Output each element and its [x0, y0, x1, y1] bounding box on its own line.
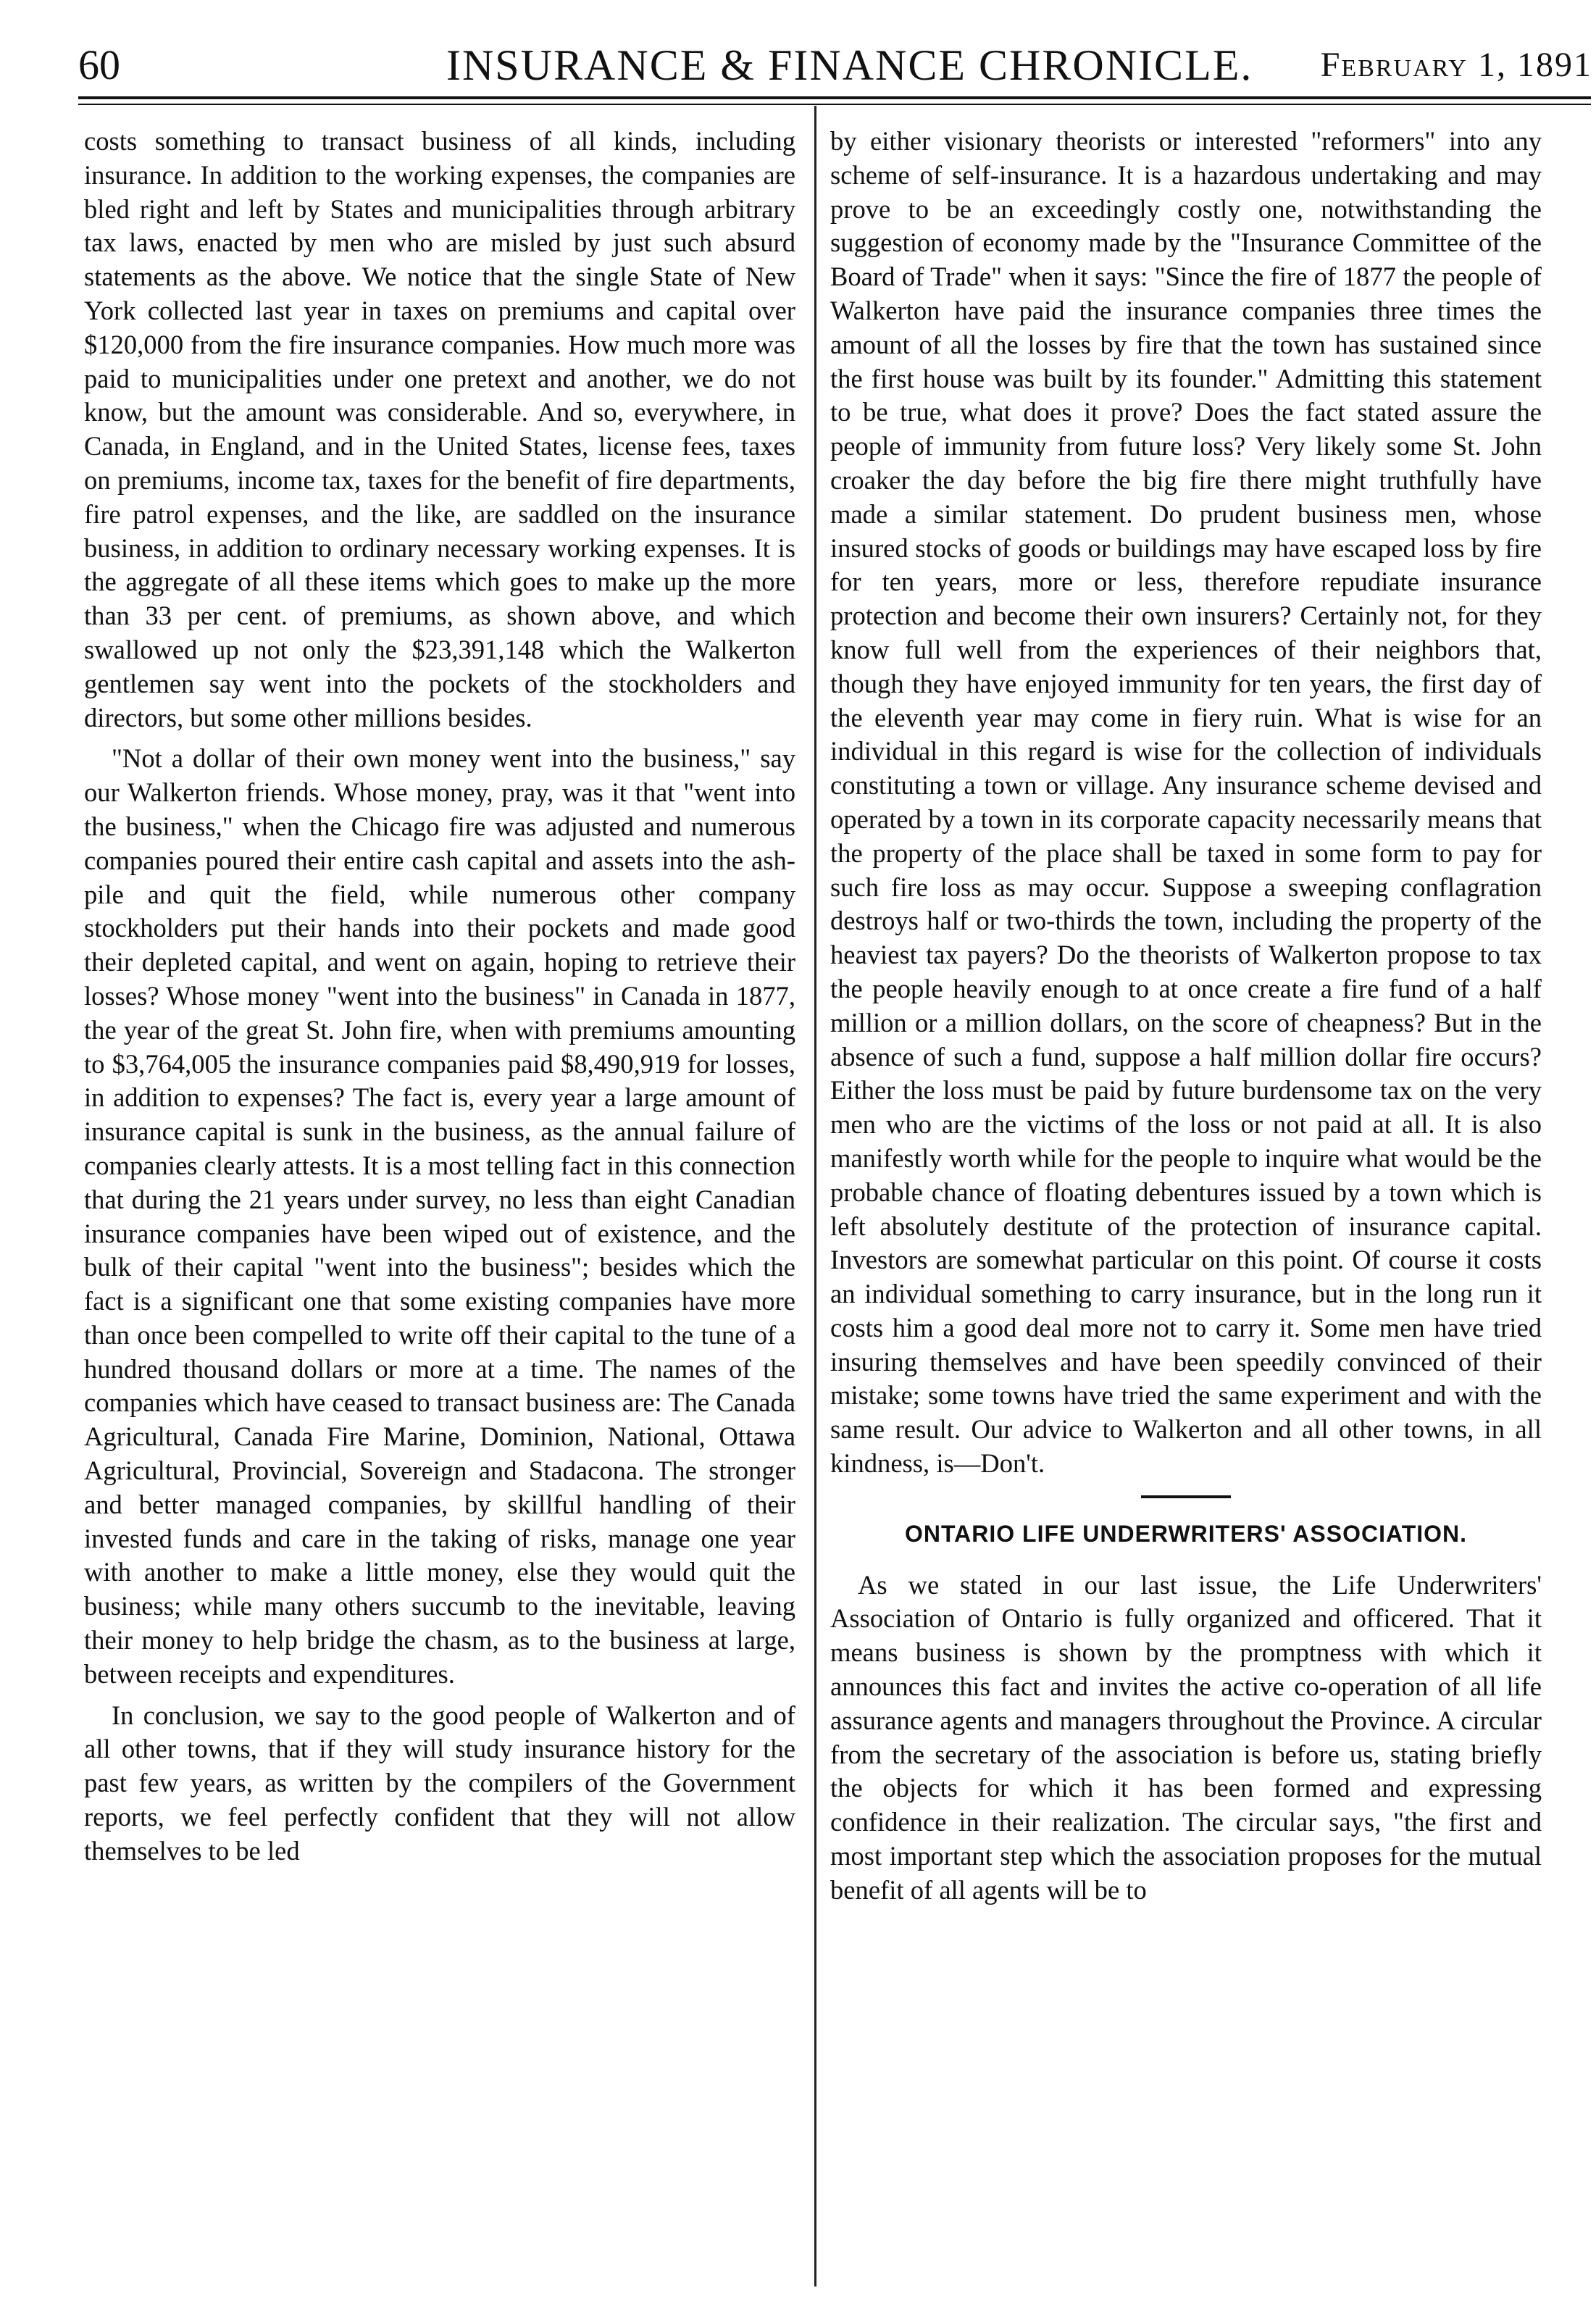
left-paragraph-1: costs something to transact business of all kinds, including insurance. In addition to the working expenses, the companies are bled right and left by States and municipalities through arbitrary tax laws, enacted by men who are misled by just such absurd statements as the above. We notice that the single State of New York collected last year in taxes on premiums and capital over $120,000 from the fire insurance companies. How much more was paid to municipalities under one pretext and another, we do not know, but the amount was considerable. And so, everywhere, in Canada, in England, and in the United States, license fees, taxes on premiums, income tax, taxes for the benefit of fire departments, fire patrol expenses, and the like, are saddled on the insurance business, in addition to ordinary necessary working expenses. It is the aggregate of all these items which goes to make up the more than 33 per cent. of premiums, as shown above, and which swallowed up not only the $23,391,148 which the Walkerton gentlemen say went into the pockets of the stockholders and directors, but some other millions besides.	[84, 126, 795, 732]
header-rule-thin	[78, 104, 1591, 105]
section-heading: ONTARIO LIFE UNDERWRITERS' ASSOCIATION.	[904, 1520, 1468, 1547]
left-column	[84, 125, 795, 1876]
section-separator	[1141, 1495, 1231, 1498]
issue-date: February 1, 1891	[1320, 46, 1592, 84]
header-rule-thick	[78, 96, 1591, 99]
left-paragraph-2: "Not a dollar of their own money went into the business," say our Walkerton friends. Whose money, pray, was it that "went into the business," when the Chicago fire was adjusted and numerous companies poured their entire cash capital and assets into the ash-pile and quit the field, while numerous other company stockholders put their hands into their pockets and made good their depleted capital, and went on again, hoping to retrieve their losses? Whose money "went into the business" in Canada in 1877, the year of the great St. John fire, when with premiums amounting to $3,764,005 the insurance companies paid $8,490,919 for losses, in addition to expenses? The fact is, every year a large amount of insurance capital is sunk in the business, as the annual failure of companies clearly attests. It is a most telling fact in this connection that during the 21 years under survey, no less than eight Canadian insurance companies have been wiped out of existence, and the bulk of their capital "went into the business"; besides which the fact is a significant one that some existing companies have more than once been compelled to write off their capital to the tune of a hundred thousand dollars or more at a time. The names of the companies which have ceased to transact business are: The Canada Agricultural, Canada Fire Marine, Dominion, National, Ottawa Agricultural, Provincial, Sovereign and Stadacona. The stronger and better managed companies, by skillful handling of their invested funds and care in the taking of risks, manage one year with another to make a little money, else they would quit the business; while many others succumb to the inevitable, leaving their money to help bridge the chasm, as to the business at large, between receipts and expenditures.	[84, 743, 795, 1689]
right-paragraph-1: by either visionary theorists or interested "reformers" into any scheme of self-insurance. It is a hazardous undertaking and may prove to be an exceedingly costly one, notwithstanding the suggestion of economy made by the "Insurance Committee of the Board of Trade" when it says: "Since the fire of 1877 the people of Walkerton have paid the insurance companies three times the amount of all the losses by fire that the town has sustained since the first house was built by its founder." Admitting this statement to be true, what does it prove? Does the fact stated assure the people of immunity from future loss? Very likely some St. John croaker the day before the big fire there might truthfully have made a similar statement. Do prudent business men, whose insured stocks of goods or buildings may have escaped loss by fire for ten years, more or less, therefore repudiate insurance protection and become their own insurers? Certainly not, for they know full well from the experiences of their neighbors that, though they have enjoyed immunity for ten years, the first day of the eleventh year may come in fiery ruin. What is wise for an individual in this regard is wise for the collection of individuals constituting a town or village. Any insurance scheme devised and operated by a town in its corporate capacity necessarily means that the property of the place shall be taxed in some form to pay for such fire loss as may occur. Suppose a sweeping conflagration destroys half or two-thirds the town, including the property of the heaviest tax payers? Do the theorists of Walkerton propose to tax the people heavily enough to at once create a fire fund of a half million or a million dollars, on the score of cheapness? But in the absence of such a fund, suppose a half million dollar fire occurs? Either the loss must be paid by future burdensome tax on the very men who are the victims of the loss or not paid at all. It is also manifestly worth while for the people to inquire what would be the probable chance of floating debentures issued by a town which is left absolutely destitute of the protection of insurance capital. Investors are somewhat particular on this point. Of course it costs an individual something to carry insurance, but in the long run it costs him a good deal more not to carry it. Some men have tried insuring themselves and have been speedily convinced of their mistake; some towns have tried the same experiment and with the same result. Our advice to Walkerton and all other towns, in all kindness, is—Don't.	[830, 126, 1542, 1479]
left-paragraph-3: In conclusion, we say to the good people of Walkerton and of all other towns, that if they will study insurance history for the past few years, as written by the compilers of the Government reports, we feel perfectly confident that they will not allow themselves to be led	[84, 1700, 795, 1866]
publication-title: INSURANCE & FINANCE CHRONICLE.	[446, 41, 1253, 89]
page-number: 60	[78, 41, 120, 88]
column-divider	[814, 106, 816, 2287]
page-header	[78, 41, 1592, 99]
right-paragraph-2: As we stated in our last issue, the Life Underwriters' Association of Ontario is fully organized and officered. That it means business is shown by the promptness with which it announces this fact and invites the active co-operation of all life assurance agents and managers throughout the Province. A circular from the secretary of the association is before us, stating briefly the objects for which it has been formed and expressing confidence in their realization. The circular says, "the first and most important step which the association proposes for the mutual benefit of all agents will be to	[830, 1569, 1542, 1905]
right-column	[830, 125, 1542, 1915]
